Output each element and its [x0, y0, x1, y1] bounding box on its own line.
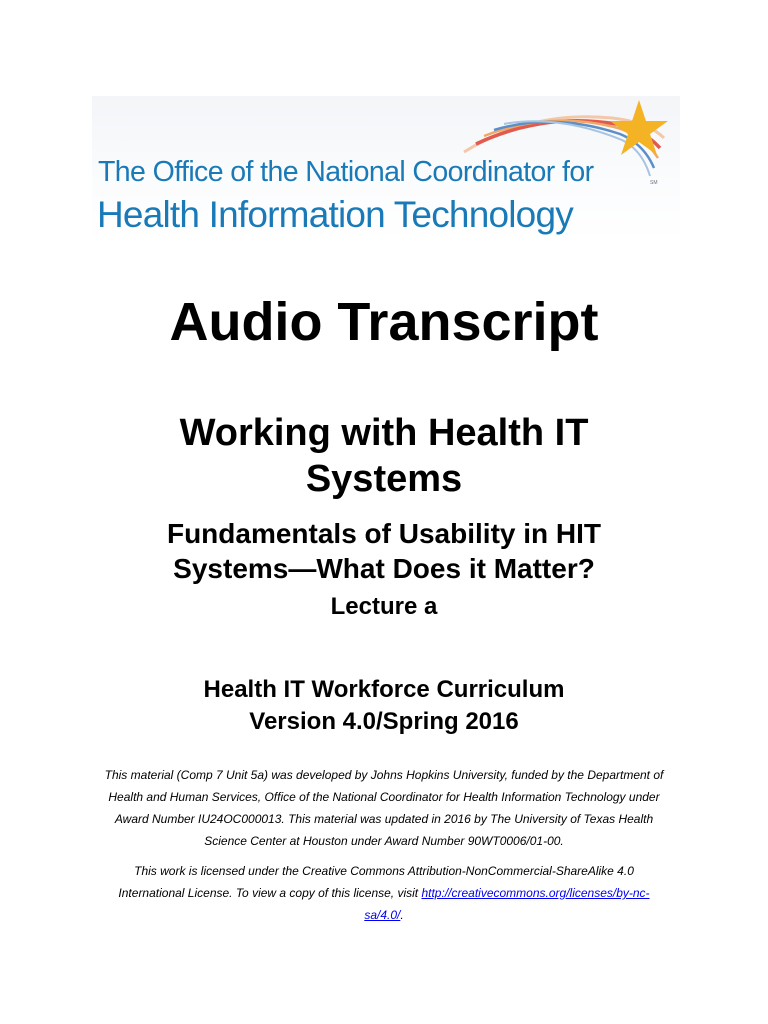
credits-line-1: This material (Comp 7 Unit 5a) was developed by Johns Hopkins University, funded by the Department of: [104, 768, 664, 782]
lecture-label: Lecture a: [330, 593, 438, 620]
license-line-2-text: International License. To view a copy of this license, visit: [118, 886, 422, 900]
curriculum-version: Version 4.0/Spring 2016: [249, 708, 519, 735]
logo-line-1: The Office of the National Coordinator for: [98, 156, 594, 188]
service-mark: SM: [650, 180, 658, 186]
credits-line-3: Award Number IU24OC000013. This material was updated in 2016 by The University of Texas Health: [114, 812, 654, 826]
license-line-2: [82, 882, 686, 904]
course-title-line-1: Working with Health IT: [179, 412, 589, 454]
logo-line-2: Health Information Technology: [97, 194, 573, 235]
course-title: [0, 410, 768, 502]
curriculum-info: [0, 674, 768, 738]
license-notice: [82, 860, 686, 926]
license-link-continued[interactable]: sa/4.0/: [364, 908, 401, 922]
curriculum-name: Health IT Workforce Curriculum: [203, 676, 565, 703]
credits-line-4: Science Center at Houston under Award Number 90WT0006/01-00.: [204, 834, 564, 848]
license-trailing-period: .: [400, 908, 404, 922]
license-line-1: This work is licensed under the Creative Commons Attribution-NonCommercial-ShareAlike 4.0: [134, 864, 634, 878]
license-line-3: [82, 904, 686, 926]
unit-title-line-1: Fundamentals of Usability in HIT: [166, 518, 602, 549]
funding-credits: [82, 764, 686, 852]
unit-title: [0, 516, 768, 586]
onc-logo: [92, 96, 680, 242]
document-title: Audio Transcript: [169, 292, 599, 352]
course-title-line-2: Systems: [305, 458, 463, 500]
credits-line-2: Health and Human Services, Office of the National Coordinator for Health Information Technology under: [108, 790, 660, 804]
unit-title-line-2: Systems—What Does it Matter?: [173, 553, 595, 584]
license-link[interactable]: http://creativecommons.org/licenses/by-nc-: [421, 886, 650, 900]
